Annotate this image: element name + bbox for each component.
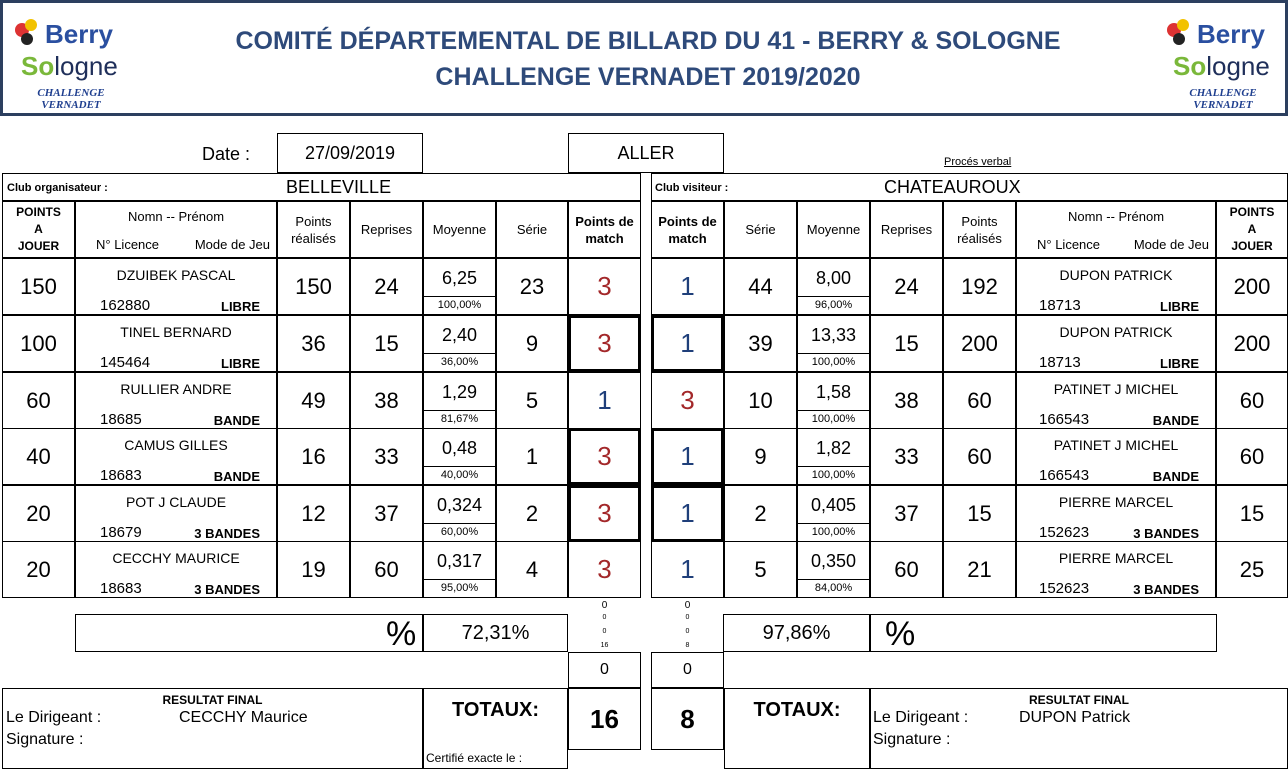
moyenne-value: 0,324 [424, 490, 495, 524]
home-serie: 1 [496, 428, 568, 485]
col-away-reprises: Reprises [870, 201, 943, 258]
away-points-realises: 200 [943, 315, 1016, 372]
moyenne-percentage: 40,00% [440, 469, 479, 481]
licence-number: 18713 [1039, 297, 1081, 314]
away-player-2 [1016, 315, 1216, 372]
away-reprises: 37 [870, 485, 943, 542]
header-banner [0, 0, 1288, 116]
moyenne-percentage: 100,00% [437, 299, 482, 311]
away-moyenne-1 [797, 258, 870, 315]
home-points-match: 3 [568, 485, 641, 542]
home-summary-box: % [75, 614, 423, 652]
away-reprises: 38 [870, 372, 943, 429]
home-percentage: 72,31% [423, 614, 568, 652]
away-dirigeant-name: DUPON Patrick [1019, 709, 1131, 726]
home-moyenne-5 [423, 485, 496, 542]
home-moyenne-3 [423, 372, 496, 429]
mode-de-jeu: 3 BANDES [194, 582, 260, 597]
date-field: 27/09/2019 [277, 133, 423, 173]
licence-number: 166543 [1039, 467, 1090, 484]
home-small-value: 0 [602, 628, 607, 635]
home-serie: 4 [496, 541, 568, 598]
home-moyenne-2 [423, 315, 496, 372]
home-player-1 [75, 258, 277, 315]
col-home-reprises: Reprises [350, 201, 423, 258]
col-away-points-realises: Points réalisés [943, 201, 1016, 258]
berry-sologne-logo-right: Berry Sologne CHALLENGE VERNADET [1163, 11, 1283, 111]
col-home-nom-prenom: Nomn -- Prénom N° Licence Mode de Jeu [75, 201, 277, 258]
mode-de-jeu: LIBRE [221, 299, 260, 314]
licence-number: 18685 [100, 411, 142, 428]
col-home-points-realises: Points réalisés [277, 201, 350, 258]
away-moyenne-6 [797, 541, 870, 598]
away-small-value: 0 [685, 628, 690, 635]
home-zero-cell: 0 [568, 652, 641, 688]
moyenne-value: 0,350 [798, 546, 869, 580]
col-home-points-a-jouer: POINTS A JOUER [2, 201, 75, 258]
moyenne-value: 13,33 [798, 320, 869, 354]
moyenne-value: 6,25 [424, 263, 495, 297]
home-points-match: 3 [568, 428, 641, 485]
away-percentage: 97,86% [723, 614, 870, 652]
away-player-3 [1016, 372, 1216, 429]
away-moyenne-5 [797, 485, 870, 542]
home-points-realises: 49 [277, 372, 350, 429]
club-visiteur-bar: Club visiteur : CHATEAUROUX [651, 173, 1288, 201]
home-small-value: 0 [601, 600, 608, 611]
away-points-a-jouer: 15 [1216, 485, 1288, 542]
licence-number: 18683 [100, 580, 142, 597]
moyenne-percentage: 96,00% [814, 299, 853, 311]
away-points-match: 1 [651, 428, 724, 485]
col-away-serie: Série [724, 201, 797, 258]
home-reprises: 60 [350, 541, 423, 598]
home-points-realises: 19 [277, 541, 350, 598]
licence-number: 162880 [100, 297, 151, 314]
away-resultat-final: RESULTAT FINAL Le Dirigeant : DUPON Patrick Signature : [870, 688, 1288, 769]
home-points-realises: 36 [277, 315, 350, 372]
home-serie: 9 [496, 315, 568, 372]
player-name: CECCHY MAURICE [112, 550, 240, 566]
moyenne-percentage: 100,00% [811, 526, 856, 538]
mode-de-jeu: 3 BANDES [1133, 582, 1199, 597]
home-points-a-jouer: 150 [2, 258, 75, 315]
home-player-2 [75, 315, 277, 372]
licence-number: 18683 [100, 467, 142, 484]
col-home-serie: Série [496, 201, 568, 258]
licence-number: 166543 [1039, 411, 1090, 428]
home-points-realises: 150 [277, 258, 350, 315]
home-totaux-box: TOTAUX: Certifié exacte le : [423, 688, 568, 769]
away-serie: 2 [724, 485, 797, 542]
away-player-1 [1016, 258, 1216, 315]
club-organisateur-name: BELLEVILLE [286, 177, 392, 197]
licence-number: 152623 [1039, 524, 1090, 541]
home-reprises: 38 [350, 372, 423, 429]
away-reprises: 33 [870, 428, 943, 485]
away-totaux-box: TOTAUX: [724, 688, 870, 769]
home-serie: 5 [496, 372, 568, 429]
away-reprises: 15 [870, 315, 943, 372]
berry-sologne-logo-left: Berry Sologne CHALLENGE VERNADET [11, 11, 131, 111]
home-points-a-jouer: 60 [2, 372, 75, 429]
col-away-points-match: Points de match [651, 201, 724, 258]
mode-de-jeu: LIBRE [1160, 299, 1199, 314]
away-serie: 44 [724, 258, 797, 315]
away-serie: 9 [724, 428, 797, 485]
home-reprises: 33 [350, 428, 423, 485]
away-serie: 39 [724, 315, 797, 372]
home-points-a-jouer: 20 [2, 485, 75, 542]
club-organisateur-bar: Club organisateur : BELLEVILLE [2, 173, 641, 201]
moyenne-percentage: 100,00% [811, 469, 856, 481]
away-points-a-jouer: 200 [1216, 315, 1288, 372]
licence-number: 152623 [1039, 580, 1090, 597]
moyenne-value: 8,00 [798, 263, 869, 297]
moyenne-percentage: 81,67% [440, 413, 479, 425]
away-points-match: 1 [651, 315, 724, 372]
home-total: 16 [568, 688, 641, 750]
home-player-6 [75, 541, 277, 598]
away-total: 8 [651, 688, 724, 750]
moyenne-value: 0,317 [424, 546, 495, 580]
player-name: DUPON PATRICK [1059, 267, 1173, 283]
away-small-value: 8 [685, 642, 690, 649]
home-reprises: 15 [350, 315, 423, 372]
home-moyenne-1 [423, 258, 496, 315]
moyenne-percentage: 84,00% [814, 582, 853, 594]
away-points-realises: 15 [943, 485, 1016, 542]
col-home-moyenne: Moyenne [423, 201, 496, 258]
home-small-value: 16 [600, 642, 609, 649]
moyenne-value: 1,58 [798, 377, 869, 411]
licence-number: 18713 [1039, 354, 1081, 371]
home-resultat-final: RESULTAT FINAL Le Dirigeant : CECCHY Maurice Signature : [2, 688, 423, 769]
mode-de-jeu: BANDE [213, 469, 260, 484]
player-name: POT J CLAUDE [125, 494, 227, 510]
mode-de-jeu: BANDE [1152, 469, 1199, 484]
date-label: Date : [202, 144, 251, 164]
away-small-value: 0 [685, 614, 690, 621]
player-name: PATINET J MICHEL [1053, 381, 1179, 397]
mode-de-jeu: LIBRE [221, 356, 260, 371]
home-player-5 [75, 485, 277, 542]
club-visiteur-name: CHATEAUROUX [884, 177, 1021, 197]
player-name: PIERRE MARCEL [1058, 494, 1174, 510]
home-points-a-jouer: 40 [2, 428, 75, 485]
home-reprises: 24 [350, 258, 423, 315]
moyenne-value: 2,40 [424, 320, 495, 354]
mode-de-jeu: 3 BANDES [1133, 526, 1199, 541]
player-name: RULLIER ANDRE [120, 381, 232, 397]
away-points-match: 1 [651, 258, 724, 315]
home-points-match: 3 [568, 258, 641, 315]
player-name: PATINET J MICHEL [1053, 437, 1179, 453]
licence-number: 145464 [100, 354, 151, 371]
mode-de-jeu: BANDE [1152, 413, 1199, 428]
home-points-match: 3 [568, 315, 641, 372]
away-player-6 [1016, 541, 1216, 598]
away-points-a-jouer: 60 [1216, 372, 1288, 429]
away-points-match: 1 [651, 485, 724, 542]
moyenne-percentage: 60,00% [440, 526, 479, 538]
col-away-nom-prenom: Nomn -- Prénom N° Licence Mode de Jeu [1016, 201, 1216, 258]
col-away-moyenne: Moyenne [797, 201, 870, 258]
player-name: TINEL BERNARD [120, 324, 232, 340]
home-points-realises: 12 [277, 485, 350, 542]
home-dirigeant-name: CECCHY Maurice [179, 709, 308, 726]
home-serie: 2 [496, 485, 568, 542]
home-points-match: 1 [568, 372, 641, 429]
away-points-realises: 21 [943, 541, 1016, 598]
away-small-value: 0 [684, 600, 691, 611]
away-player-5 [1016, 485, 1216, 542]
home-points-match: 3 [568, 541, 641, 598]
page-title-line2: CHALLENGE VERNADET 2019/2020 [435, 63, 861, 91]
away-points-realises: 60 [943, 428, 1016, 485]
moyenne-value: 0,405 [798, 490, 869, 524]
away-moyenne-2 [797, 315, 870, 372]
col-away-points-a-jouer: POINTS A JOUER [1216, 201, 1288, 258]
mode-de-jeu: 3 BANDES [194, 526, 260, 541]
home-moyenne-4 [423, 428, 496, 485]
home-serie: 23 [496, 258, 568, 315]
player-name: DZUIBEK PASCAL [116, 267, 236, 283]
page-title-line1: COMITÉ DÉPARTEMENTAL DE BILLARD DU 41 - BERRY & SOLOGNE [235, 27, 1061, 55]
player-name: CAMUS GILLES [124, 437, 228, 453]
away-moyenne-3 [797, 372, 870, 429]
away-serie: 10 [724, 372, 797, 429]
home-points-realises: 16 [277, 428, 350, 485]
away-moyenne-4 [797, 428, 870, 485]
moyenne-percentage: 36,00% [440, 356, 479, 368]
home-moyenne-6 [423, 541, 496, 598]
moyenne-percentage: 95,00% [440, 582, 479, 594]
away-points-a-jouer: 60 [1216, 428, 1288, 485]
away-points-match: 3 [651, 372, 724, 429]
home-reprises: 37 [350, 485, 423, 542]
away-points-a-jouer: 200 [1216, 258, 1288, 315]
mode-de-jeu: BANDE [213, 413, 260, 428]
moyenne-value: 0,48 [424, 433, 495, 467]
away-points-realises: 192 [943, 258, 1016, 315]
moyenne-value: 1,82 [798, 433, 869, 467]
moyenne-percentage: 100,00% [811, 356, 856, 368]
away-points-a-jouer: 25 [1216, 541, 1288, 598]
away-player-4 [1016, 428, 1216, 485]
licence-number: 18679 [100, 524, 142, 541]
away-summary-box: % [870, 614, 1217, 652]
mode-de-jeu: LIBRE [1160, 356, 1199, 371]
home-player-4 [75, 428, 277, 485]
proces-verbal-link: Procés verbal [944, 156, 1012, 168]
away-reprises: 60 [870, 541, 943, 598]
home-player-3 [75, 372, 277, 429]
away-points-match: 1 [651, 541, 724, 598]
home-small-value: 0 [602, 614, 607, 621]
away-zero-cell: 0 [651, 652, 724, 688]
home-points-a-jouer: 20 [2, 541, 75, 598]
player-name: PIERRE MARCEL [1058, 550, 1174, 566]
away-reprises: 24 [870, 258, 943, 315]
away-serie: 5 [724, 541, 797, 598]
away-points-realises: 60 [943, 372, 1016, 429]
home-points-a-jouer: 100 [2, 315, 75, 372]
moyenne-percentage: 100,00% [811, 413, 856, 425]
player-name: DUPON PATRICK [1059, 324, 1173, 340]
col-home-points-match: Points de match [568, 201, 641, 258]
moyenne-value: 1,29 [424, 377, 495, 411]
leg-field: ALLER [568, 133, 724, 173]
